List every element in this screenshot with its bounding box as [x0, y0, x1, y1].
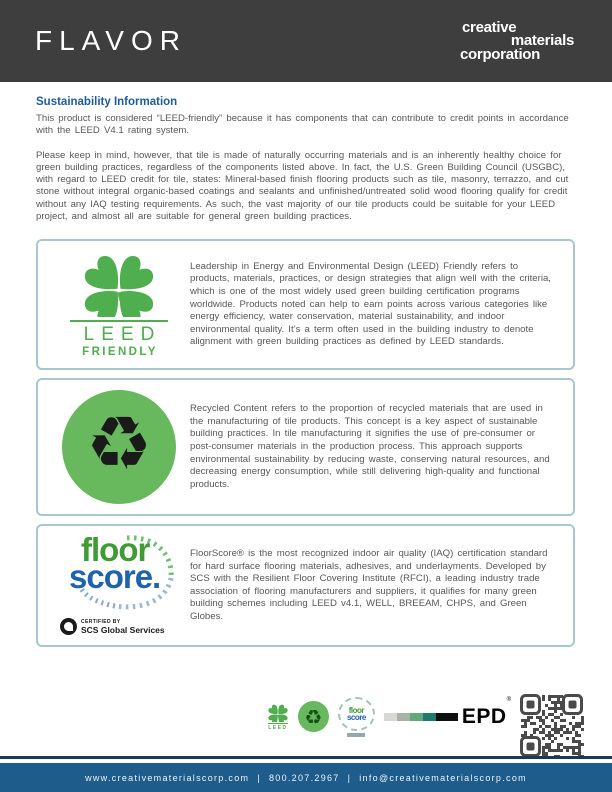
floorscore-card [36, 524, 575, 647]
leed-friendly-icon [70, 251, 168, 358]
company-logo-line: materials [510, 32, 574, 50]
leed-logo-divider [70, 320, 168, 322]
leed-mini-label: LEED [268, 724, 288, 731]
footer-website-link[interactable]: www.creativematerialscorp.com [85, 772, 250, 783]
recycle-mini-badge [298, 701, 329, 732]
scs-mini-text [347, 733, 365, 737]
page-title: Sustainability Information [36, 96, 178, 108]
epd-badge [384, 696, 511, 729]
company-logo-line: corporation [460, 45, 541, 63]
floorscore-mini-word-floor: floor [348, 705, 365, 715]
page-footer [0, 756, 612, 792]
intro-paragraph: This product is considered “LEED-friendly” because it has components that can contribute to credit points in accordance with the LEED V4.1 rating system. [36, 113, 569, 137]
floorscore-card-text: FloorScore® is the most recognized indoor air quality (IAQ) certification standard for hard surface flooring materials, adhesives, and underlayments. Developed by SCS with the Resilient Floor Covering Institute (RFCI), a leading industry trade association of flooring manufacturers and suppliers, it qualifies for many green building schemes including LEED v4.1, WELL, BREEAM, CHPS, and Green Globes. [190, 548, 548, 623]
clover-icon [80, 251, 158, 317]
floorscore-icon [57, 531, 181, 608]
recycle-icon [62, 390, 176, 504]
scs-certifier-name: SCS Global Services [81, 624, 165, 635]
scs-logo-icon [60, 618, 77, 635]
company-logo [460, 18, 574, 63]
recycle-glyph: ♻ [304, 704, 323, 729]
qr-code [520, 694, 585, 759]
epd-label: EPD [461, 704, 507, 728]
leed-card-text: Leadership in Energy and Environmental Design (LEED) Friendly refers to products, materials, practices, or design strategies that align well with the criteria, which is one of the most widely used green building certification programs worldwide. Products noted can help to earn points across various categories like energy efficiency, water conservation, material sustainability, and indoor environmental quality. It’s a term often used in the building industry to denote alignment with green building practices as defined by LEED standards. [190, 260, 551, 348]
recycle-glyph: ♻ [85, 401, 153, 488]
recycled-content-card [36, 378, 575, 516]
certification-badges-row [267, 694, 585, 759]
body-paragraph: Please keep in mind, however, that tile is made of naturally occurring materials and is an inherently healthy choice for green building practices, regardless of the components listed above. In fact, the U.S. Green Building Council (USGBC), with regard to LEED credit for tile, states: Mineral-based finish flooring products such as tile, masonry, terrazzo, and cut stone without integral organic-based coatings and sealants and unfinished/untreated solid wood flooring qualify for credit without any IAQ testing requirements. As such, the vast majority of our tile products could be suitable for your LEED project, and almost all are suitable for general green building practices. [36, 149, 569, 223]
friendly-logo-word: FRIENDLY [82, 346, 158, 359]
footer-phone: 800.207.2967 [268, 772, 340, 783]
floorscore-mini-word-score: score [346, 712, 366, 722]
floorscore-word-score: score. [69, 558, 161, 596]
document-body [0, 82, 612, 647]
brand-logo-flavor: FLAVOR [35, 25, 187, 56]
leed-logo-word: LEED [83, 324, 162, 346]
scs-certified-by-label: CERTIFIED BY [81, 618, 121, 625]
footer-email-link[interactable]: info@creativematerialscorp.com [359, 772, 527, 783]
leed-mini-badge [267, 703, 289, 731]
recycled-card-text: Recycled Content refers to the proportion of recycled materials that are used in the manufacturing of tile products. This concept is a key aspect of sustainable building practices. In tile manufacturing it signifies the use of pre-consumer or post-consumer materials in the production process. This approach supports environmental sustainability by reducing waste, conserving natural resources, and decreasing energy consumption, while still delivering high-quality and functional products. [190, 403, 550, 490]
leed-friendly-card [36, 239, 575, 370]
floorscore-mini-badge [338, 697, 375, 737]
clover-icon [267, 703, 289, 722]
footer-separator: | [347, 772, 352, 783]
page-header [0, 0, 612, 82]
footer-contact-bar [0, 763, 612, 792]
scs-certified-badge [60, 618, 165, 635]
floorscore-word-floor: floor [81, 531, 150, 569]
epd-registered-mark: ® [506, 696, 511, 703]
company-logo-line: creative [462, 18, 517, 36]
epd-gradient-bar [384, 713, 458, 721]
footer-separator: | [257, 772, 261, 783]
